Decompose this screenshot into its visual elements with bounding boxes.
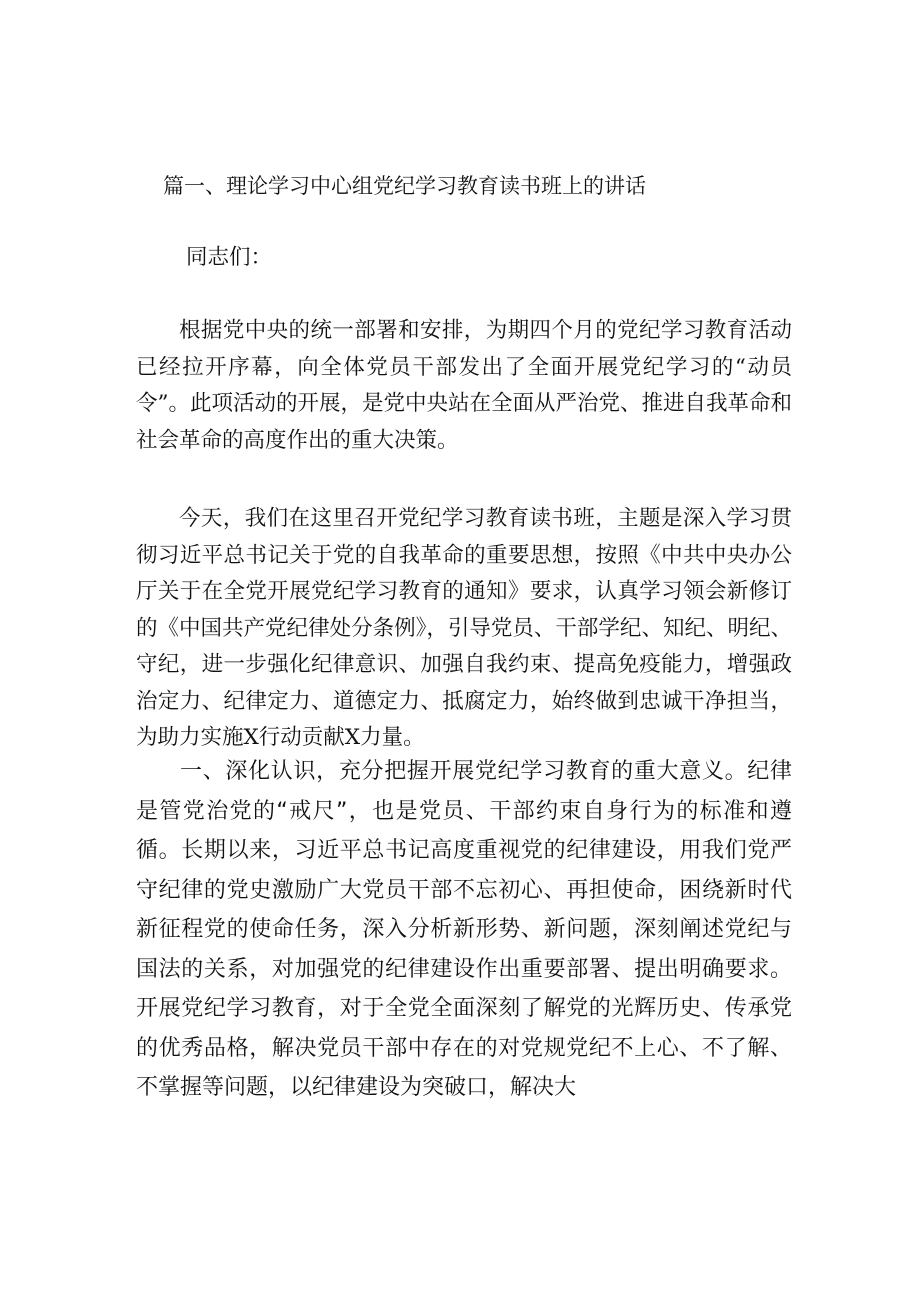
greeting: 同志们：	[186, 245, 273, 270]
document-title: 篇一、理论学习中心组党纪学习教育读书班上的讲话	[163, 174, 646, 198]
paragraph-section-one: 一、深化认识，充分把握开展党纪学习教育的重大意义。纪律是管党治党的“戒尺”，也是党员、干部约束自身行为的标准和遵循。长期以来，习近平总书记高度重视党的纪律建设，用我们党严守纪律的党史激励广大党员干部不忘初心、再担使命，困绕新时代新征程党的使命任务，深入分析新形势、新问题，深刻阐述党纪与国法的关系，对加强党的纪律建设作出重要部署、提出明确要求。开展党纪学习教育，对于全党全面深刻了解党的光辉历史、传承党的优秀品格，解决党员干部中存在的对党规党纪不上心、不了解、不掌握等问题，以纪律建设为突破口，解决大	[136, 759, 792, 1100]
paragraph-intro: 根据党中央的统一部署和安排，为期四个月的党纪学习教育活动已经拉开序幕，向全体党员干部发出了全面开展党纪学习的“动员令”。此项活动的开展，是党中央站在全面从严治党、推进自我革命和社会革命的高度作出的重大决策。	[136, 318, 792, 453]
paragraph-theme: 今天，我们在这里召开党纪学习教育读书班，主题是深入学习贯彻习近平总书记关于党的自我革命的重要思想，按照《中共中央办公厅关于在全党开展党纪学习教育的通知》要求，认真学习领会新修订的《中国共产党纪律处分条例》，引导党员、干部学纪、知纪、明纪、守纪，进一步强化纪律意识、加强自我约束、提高免疫能力，增强政治定力、纪律定力、道德定力、抵腐定力，始终做到忠诚干净担当，为助力实施X行动贡献X力量。	[136, 506, 792, 750]
